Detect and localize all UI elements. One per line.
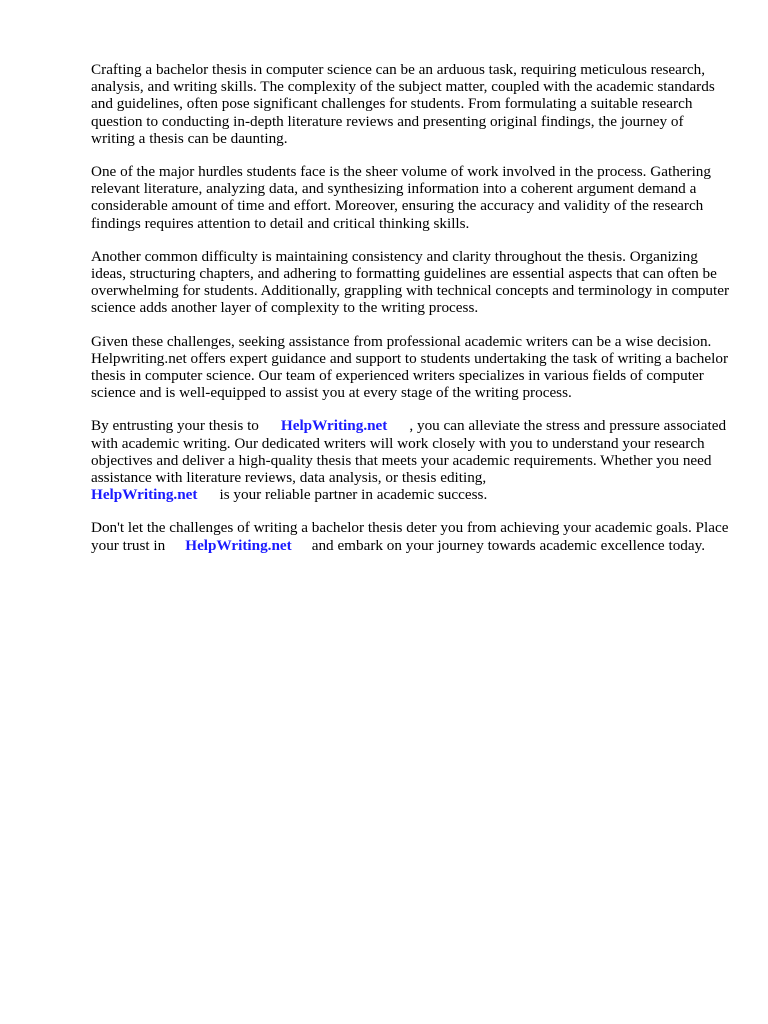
- paragraph-hurdles: One of the major hurdles students face is the sheer volume of work involved in the process. Gathering relevant literature, analyzing data, and synthesizing information into a coherent argument demand a considerable amount of time and effort. Moreover, ensuring the accuracy and validity of the research findings requires attention to detail and critical thinking skills.: [91, 163, 711, 232]
- paragraph-intro: Crafting a bachelor thesis in computer science can be an arduous task, requiring meticulous research, analysis, and writing skills. The complexity of the subject matter, coupled with the academic standards and guidelines, often pose significant challenges for students. From formulating a suitable research question to conducting in-depth literature reviews and presenting original findings, the journey of writing a thesis can be daunting.: [91, 61, 715, 147]
- paragraph-closing: [91, 519, 731, 553]
- closing-text-before: Don't let the challenges of writing a bachelor thesis deter you from achieving your academic goals. Place your trust in: [91, 519, 729, 554]
- helpwriting-link-2[interactable]: HelpWriting.net: [91, 486, 198, 504]
- paragraph-entrusting: [91, 417, 731, 503]
- paragraph-consistency: Another common difficulty is maintaining consistency and clarity throughout the thesis. Organizing ideas, structuring chapters, and adhering to formatting guidelines are essential aspects that can often be overwhelming for students. Additionally, grappling with technical concepts and terminology in computer science adds another layer of complexity to the writing process.: [91, 247, 730, 317]
- entrusting-text-middle: , you can alleviate the stress and pressure associated with academic writing. Our dedicated writers will work closely with you to understand your research objectives and deliver a high-quality thesis that meets your academic requirements. Whether you need assistance with literature reviews, data analysis, or thesis editing,: [91, 417, 727, 487]
- entrusting-text-after: is your reliable partner in academic success.: [219, 486, 488, 504]
- closing-text-after: and embark on your journey towards academic excellence today.: [311, 536, 706, 554]
- paragraph-assistance: Given these challenges, seeking assistance from professional academic writers can be a wise decision. Helpwriting.net offers expert guidance and support to students undertaking the task of writing a bachelor thesis in computer science. Our team of experienced writers specializes in various fields of computer science and is well-equipped to assist you at every stage of the writing process.: [91, 332, 728, 402]
- document-body: [91, 61, 731, 570]
- helpwriting-link-1[interactable]: HelpWriting.net: [280, 417, 388, 435]
- helpwriting-link-3[interactable]: HelpWriting.net: [185, 536, 292, 554]
- entrusting-text-before: By entrusting your thesis to: [91, 417, 259, 435]
